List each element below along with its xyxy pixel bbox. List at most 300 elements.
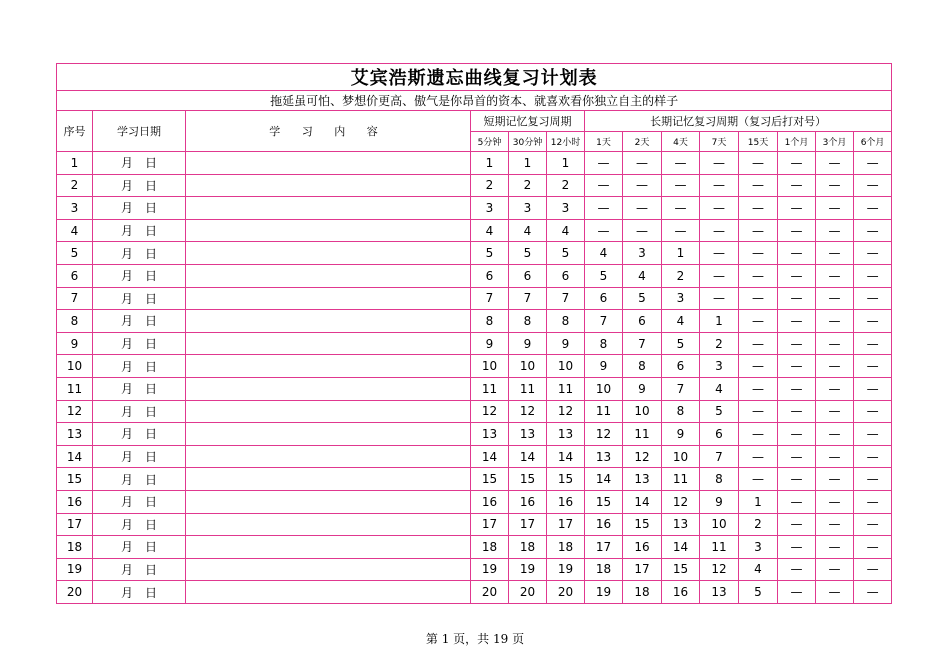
row-number: 8	[57, 310, 93, 333]
long-review-cell[interactable]: 6	[623, 310, 662, 333]
long-review-cell[interactable]: —	[778, 197, 816, 220]
long-review-cell[interactable]: —	[816, 423, 854, 446]
short-review-cell[interactable]: 17	[547, 513, 585, 536]
short-review-cell[interactable]: 13	[471, 423, 509, 446]
long-review-cell[interactable]: 15	[623, 513, 662, 536]
short-review-cell[interactable]: 9	[471, 332, 509, 355]
content-cell[interactable]	[186, 423, 471, 446]
long-review-cell[interactable]: —	[700, 219, 739, 242]
date-cell[interactable]	[93, 332, 186, 355]
long-review-cell[interactable]: —	[778, 490, 816, 513]
long-review-cell[interactable]: —	[816, 152, 854, 175]
header-long-col: 6个月	[854, 132, 892, 152]
long-review-cell[interactable]: —	[778, 242, 816, 265]
long-review-cell[interactable]: —	[778, 174, 816, 197]
long-review-cell[interactable]: 15	[662, 558, 700, 581]
long-review-cell[interactable]: —	[778, 219, 816, 242]
long-review-cell[interactable]: —	[816, 197, 854, 220]
long-review-cell[interactable]: 4	[585, 242, 623, 265]
long-review-cell[interactable]: —	[854, 355, 892, 378]
long-review-cell[interactable]: —	[816, 558, 854, 581]
long-review-cell[interactable]: —	[778, 264, 816, 287]
long-review-cell[interactable]: 10	[700, 513, 739, 536]
content-cell[interactable]	[186, 152, 471, 175]
month-label: 月	[120, 495, 133, 510]
short-review-cell[interactable]: 20	[509, 581, 547, 604]
long-review-cell[interactable]: —	[816, 490, 854, 513]
long-review-cell[interactable]: 12	[585, 423, 623, 446]
content-cell[interactable]	[186, 400, 471, 423]
short-review-cell[interactable]: 19	[471, 558, 509, 581]
month-label: 月	[120, 201, 133, 216]
short-review-cell[interactable]: 5	[509, 242, 547, 265]
long-review-cell[interactable]: —	[854, 423, 892, 446]
month-label: 月	[120, 314, 133, 329]
long-review-cell[interactable]: —	[739, 242, 778, 265]
header-long-term: 长期记忆复习周期（复习后打对号）	[585, 111, 892, 132]
short-review-cell[interactable]: 2	[509, 174, 547, 197]
long-review-cell[interactable]: —	[700, 242, 739, 265]
long-review-cell[interactable]: 15	[585, 490, 623, 513]
short-review-cell[interactable]: 7	[547, 287, 585, 310]
long-review-cell[interactable]: —	[623, 197, 662, 220]
long-review-cell[interactable]: —	[778, 423, 816, 446]
long-review-cell[interactable]: 7	[662, 377, 700, 400]
long-review-cell[interactable]: 10	[662, 445, 700, 468]
header-short-term: 短期记忆复习周期	[471, 111, 585, 132]
short-review-cell[interactable]: 1	[509, 152, 547, 175]
long-review-cell[interactable]: —	[816, 332, 854, 355]
content-cell[interactable]	[186, 310, 471, 333]
short-review-cell[interactable]: 19	[547, 558, 585, 581]
short-review-cell[interactable]: 8	[471, 310, 509, 333]
long-review-cell[interactable]: —	[816, 513, 854, 536]
long-review-cell[interactable]: 18	[623, 581, 662, 604]
long-review-cell[interactable]: —	[816, 377, 854, 400]
long-review-cell[interactable]: —	[854, 310, 892, 333]
short-review-cell[interactable]: 2	[547, 174, 585, 197]
short-review-cell[interactable]: 1	[547, 152, 585, 175]
content-cell[interactable]	[186, 536, 471, 559]
short-review-cell[interactable]: 20	[471, 581, 509, 604]
long-review-cell[interactable]: 3	[739, 536, 778, 559]
date-cell[interactable]	[93, 558, 186, 581]
date-cell[interactable]	[93, 377, 186, 400]
long-review-cell[interactable]: —	[854, 536, 892, 559]
short-review-cell[interactable]: 17	[509, 513, 547, 536]
long-review-cell[interactable]: —	[700, 264, 739, 287]
long-review-cell[interactable]: 4	[700, 377, 739, 400]
long-review-cell[interactable]: —	[778, 332, 816, 355]
month-label: 月	[120, 404, 133, 419]
table-row	[57, 445, 892, 468]
short-review-cell[interactable]: 6	[547, 264, 585, 287]
date-cell[interactable]	[93, 264, 186, 287]
long-review-cell[interactable]: 6	[662, 355, 700, 378]
long-review-cell[interactable]: —	[662, 219, 700, 242]
long-review-cell[interactable]: —	[739, 423, 778, 446]
short-review-cell[interactable]: 15	[471, 468, 509, 491]
short-review-cell[interactable]: 5	[471, 242, 509, 265]
short-review-cell[interactable]: 13	[509, 423, 547, 446]
day-label: 日	[145, 404, 158, 419]
page-footer: 第 1 页，共 19 页	[425, 632, 525, 646]
short-review-cell[interactable]: 10	[547, 355, 585, 378]
long-review-cell[interactable]: 12	[623, 445, 662, 468]
long-review-cell[interactable]: —	[816, 355, 854, 378]
header-long-col: 2天	[623, 132, 662, 152]
long-review-cell[interactable]: —	[778, 152, 816, 175]
long-review-cell[interactable]: 9	[585, 355, 623, 378]
long-review-cell[interactable]: —	[816, 174, 854, 197]
long-review-cell[interactable]: 9	[623, 377, 662, 400]
long-review-cell[interactable]: —	[623, 219, 662, 242]
long-review-cell[interactable]: —	[854, 513, 892, 536]
long-review-cell[interactable]: —	[585, 152, 623, 175]
long-review-cell[interactable]: —	[816, 310, 854, 333]
short-review-cell[interactable]: 9	[547, 332, 585, 355]
date-cell[interactable]	[93, 513, 186, 536]
long-review-cell[interactable]: —	[623, 152, 662, 175]
long-review-cell[interactable]: —	[854, 197, 892, 220]
date-cell[interactable]	[93, 219, 186, 242]
long-review-cell[interactable]: 8	[662, 400, 700, 423]
long-review-cell[interactable]: —	[778, 355, 816, 378]
short-review-cell[interactable]: 12	[471, 400, 509, 423]
long-review-cell[interactable]: 8	[585, 332, 623, 355]
row-number: 20	[57, 581, 93, 604]
long-review-cell[interactable]: —	[854, 558, 892, 581]
long-review-cell[interactable]: —	[854, 332, 892, 355]
long-review-cell[interactable]: 14	[585, 468, 623, 491]
short-review-cell[interactable]: 18	[509, 536, 547, 559]
short-review-cell[interactable]: 7	[471, 287, 509, 310]
content-cell[interactable]	[186, 197, 471, 220]
long-review-cell[interactable]: —	[778, 468, 816, 491]
short-review-cell[interactable]: 3	[471, 197, 509, 220]
short-review-cell[interactable]: 17	[471, 513, 509, 536]
short-review-cell[interactable]: 15	[547, 468, 585, 491]
table-row	[57, 468, 892, 491]
long-review-cell[interactable]: 14	[623, 490, 662, 513]
month-label: 月	[120, 337, 133, 352]
long-review-cell[interactable]: 18	[585, 558, 623, 581]
long-review-cell[interactable]: —	[739, 377, 778, 400]
long-review-cell[interactable]: —	[662, 174, 700, 197]
long-review-cell[interactable]: —	[739, 310, 778, 333]
long-review-cell[interactable]: —	[700, 197, 739, 220]
long-review-cell[interactable]: 10	[585, 377, 623, 400]
short-review-cell[interactable]: 18	[547, 536, 585, 559]
long-review-cell[interactable]: 1	[662, 242, 700, 265]
long-review-cell[interactable]: 5	[585, 264, 623, 287]
long-review-cell[interactable]: —	[816, 400, 854, 423]
long-review-cell[interactable]: —	[662, 152, 700, 175]
long-review-cell[interactable]: —	[700, 287, 739, 310]
date-cell[interactable]	[93, 490, 186, 513]
long-review-cell[interactable]: 4	[623, 264, 662, 287]
month-label: 月	[120, 517, 133, 532]
content-cell[interactable]	[186, 558, 471, 581]
long-review-cell[interactable]: —	[739, 287, 778, 310]
long-review-cell[interactable]: 4	[739, 558, 778, 581]
date-cell[interactable]	[93, 310, 186, 333]
long-review-cell[interactable]: —	[739, 332, 778, 355]
long-review-cell[interactable]: —	[854, 377, 892, 400]
table-row	[57, 287, 892, 310]
short-review-cell[interactable]: 16	[509, 490, 547, 513]
long-review-cell[interactable]: 2	[739, 513, 778, 536]
long-review-cell[interactable]: —	[816, 287, 854, 310]
header-date: 学习日期	[93, 111, 186, 152]
short-review-cell[interactable]: 16	[547, 490, 585, 513]
content-cell[interactable]	[186, 174, 471, 197]
short-review-cell[interactable]: 8	[509, 310, 547, 333]
short-review-cell[interactable]: 6	[471, 264, 509, 287]
content-cell[interactable]	[186, 355, 471, 378]
date-cell[interactable]	[93, 287, 186, 310]
long-review-cell[interactable]: —	[854, 264, 892, 287]
date-cell[interactable]	[93, 423, 186, 446]
long-review-cell[interactable]: 5	[623, 287, 662, 310]
date-cell[interactable]	[93, 445, 186, 468]
long-review-cell[interactable]: 3	[662, 287, 700, 310]
long-review-cell[interactable]: —	[662, 197, 700, 220]
long-review-cell[interactable]: —	[778, 400, 816, 423]
long-review-cell[interactable]: —	[778, 536, 816, 559]
long-review-cell[interactable]: —	[739, 219, 778, 242]
content-cell[interactable]	[186, 445, 471, 468]
date-cell[interactable]	[93, 242, 186, 265]
long-review-cell[interactable]: 13	[662, 513, 700, 536]
short-review-cell[interactable]: 13	[547, 423, 585, 446]
short-review-cell[interactable]: 7	[509, 287, 547, 310]
review-plan-table	[56, 63, 892, 604]
long-review-cell[interactable]: —	[700, 152, 739, 175]
long-review-cell[interactable]: 16	[662, 581, 700, 604]
long-review-cell[interactable]: —	[700, 174, 739, 197]
short-review-cell[interactable]: 12	[547, 400, 585, 423]
day-label: 日	[145, 246, 158, 261]
content-cell[interactable]	[186, 377, 471, 400]
short-review-cell[interactable]: 4	[471, 219, 509, 242]
header-short-col: 5分钟	[471, 132, 509, 152]
date-cell[interactable]	[93, 197, 186, 220]
long-review-cell[interactable]: 11	[585, 400, 623, 423]
content-cell[interactable]	[186, 242, 471, 265]
content-cell[interactable]	[186, 264, 471, 287]
short-review-cell[interactable]: 3	[509, 197, 547, 220]
long-review-cell[interactable]: —	[854, 581, 892, 604]
long-review-cell[interactable]: 5	[700, 400, 739, 423]
long-review-cell[interactable]: —	[739, 152, 778, 175]
long-review-cell[interactable]: 12	[700, 558, 739, 581]
long-review-cell[interactable]: 1	[700, 310, 739, 333]
long-review-cell[interactable]: —	[623, 174, 662, 197]
content-cell[interactable]	[186, 219, 471, 242]
row-number: 16	[57, 490, 93, 513]
long-review-cell[interactable]: —	[854, 219, 892, 242]
long-review-cell[interactable]: 5	[739, 581, 778, 604]
long-review-cell[interactable]: —	[854, 400, 892, 423]
long-review-cell[interactable]: 11	[700, 536, 739, 559]
long-review-cell[interactable]: —	[739, 174, 778, 197]
short-review-cell[interactable]: 10	[509, 355, 547, 378]
short-review-cell[interactable]: 15	[509, 468, 547, 491]
long-review-cell[interactable]: —	[854, 468, 892, 491]
long-review-cell[interactable]: 5	[662, 332, 700, 355]
row-number: 1	[57, 152, 93, 175]
row-number: 7	[57, 287, 93, 310]
long-review-cell[interactable]: —	[739, 445, 778, 468]
long-review-cell[interactable]: 16	[623, 536, 662, 559]
long-review-cell[interactable]: —	[778, 558, 816, 581]
short-review-cell[interactable]: 12	[509, 400, 547, 423]
content-cell[interactable]	[186, 332, 471, 355]
header-long-col: 3个月	[816, 132, 854, 152]
date-cell[interactable]	[93, 581, 186, 604]
long-review-cell[interactable]: —	[854, 174, 892, 197]
short-review-cell[interactable]: 11	[547, 377, 585, 400]
long-review-cell[interactable]: —	[854, 242, 892, 265]
short-review-cell[interactable]: 19	[509, 558, 547, 581]
short-review-cell[interactable]: 4	[547, 219, 585, 242]
long-review-cell[interactable]: 2	[662, 264, 700, 287]
long-review-cell[interactable]: —	[585, 174, 623, 197]
row-number: 2	[57, 174, 93, 197]
long-review-cell[interactable]: 3	[700, 355, 739, 378]
date-cell[interactable]	[93, 152, 186, 175]
long-review-cell[interactable]: 13	[623, 468, 662, 491]
short-review-cell[interactable]: 16	[471, 490, 509, 513]
long-review-cell[interactable]: 13	[700, 581, 739, 604]
long-review-cell[interactable]: 13	[585, 445, 623, 468]
short-review-cell[interactable]: 5	[547, 242, 585, 265]
day-label: 日	[145, 495, 158, 510]
long-review-cell[interactable]: —	[585, 197, 623, 220]
short-review-cell[interactable]: 3	[547, 197, 585, 220]
short-review-cell[interactable]: 11	[471, 377, 509, 400]
long-review-cell[interactable]: 14	[662, 536, 700, 559]
table-row	[57, 423, 892, 446]
content-cell[interactable]	[186, 490, 471, 513]
month-label: 月	[120, 359, 133, 374]
day-label: 日	[145, 156, 158, 171]
long-review-cell[interactable]: 19	[585, 581, 623, 604]
short-review-cell[interactable]: 14	[471, 445, 509, 468]
long-review-cell[interactable]: —	[778, 581, 816, 604]
long-review-cell[interactable]: 16	[585, 513, 623, 536]
long-review-cell[interactable]: 6	[700, 423, 739, 446]
short-review-cell[interactable]: 9	[509, 332, 547, 355]
long-review-cell[interactable]: 8	[623, 355, 662, 378]
short-review-cell[interactable]: 20	[547, 581, 585, 604]
long-review-cell[interactable]: 11	[662, 468, 700, 491]
long-review-cell[interactable]: —	[854, 445, 892, 468]
short-review-cell[interactable]: 4	[509, 219, 547, 242]
long-review-cell[interactable]: 9	[662, 423, 700, 446]
long-review-cell[interactable]: —	[816, 468, 854, 491]
long-review-cell[interactable]: —	[816, 536, 854, 559]
short-review-cell[interactable]: 11	[509, 377, 547, 400]
long-review-cell[interactable]: —	[816, 242, 854, 265]
long-review-cell[interactable]: —	[854, 490, 892, 513]
long-review-cell[interactable]: 8	[700, 468, 739, 491]
long-review-cell[interactable]: 17	[585, 536, 623, 559]
long-review-cell[interactable]: —	[778, 310, 816, 333]
date-cell[interactable]	[93, 468, 186, 491]
date-cell[interactable]	[93, 536, 186, 559]
content-cell[interactable]	[186, 513, 471, 536]
long-review-cell[interactable]: 10	[623, 400, 662, 423]
long-review-cell[interactable]: —	[816, 581, 854, 604]
table-row	[57, 197, 892, 220]
short-review-cell[interactable]: 8	[547, 310, 585, 333]
header-short-col: 30分钟	[509, 132, 547, 152]
long-review-cell[interactable]: —	[816, 264, 854, 287]
long-review-cell[interactable]: —	[739, 264, 778, 287]
short-review-cell[interactable]: 10	[471, 355, 509, 378]
long-review-cell[interactable]: —	[778, 287, 816, 310]
long-review-cell[interactable]: —	[778, 445, 816, 468]
date-cell[interactable]	[93, 174, 186, 197]
long-review-cell[interactable]: 7	[585, 310, 623, 333]
long-review-cell[interactable]: 3	[623, 242, 662, 265]
day-label: 日	[145, 291, 158, 306]
long-review-cell[interactable]: 7	[700, 445, 739, 468]
row-number: 11	[57, 377, 93, 400]
short-review-cell[interactable]: 14	[509, 445, 547, 468]
date-cell[interactable]	[93, 400, 186, 423]
long-review-cell[interactable]: 1	[739, 490, 778, 513]
long-review-cell[interactable]: —	[778, 377, 816, 400]
date-cell[interactable]	[93, 355, 186, 378]
long-review-cell[interactable]: —	[739, 355, 778, 378]
short-review-cell[interactable]: 14	[547, 445, 585, 468]
table-row	[57, 355, 892, 378]
long-review-cell[interactable]: 7	[623, 332, 662, 355]
row-number: 13	[57, 423, 93, 446]
short-review-cell[interactable]: 1	[471, 152, 509, 175]
long-review-cell[interactable]: —	[816, 445, 854, 468]
long-review-cell[interactable]: 17	[623, 558, 662, 581]
long-review-cell[interactable]: —	[778, 513, 816, 536]
content-cell[interactable]	[186, 581, 471, 604]
long-review-cell[interactable]: —	[739, 468, 778, 491]
long-review-cell[interactable]: 6	[585, 287, 623, 310]
long-review-cell[interactable]: —	[854, 152, 892, 175]
long-review-cell[interactable]: 11	[623, 423, 662, 446]
long-review-cell[interactable]: 12	[662, 490, 700, 513]
long-review-cell[interactable]: —	[739, 197, 778, 220]
day-label: 日	[145, 337, 158, 352]
long-review-cell[interactable]: 4	[662, 310, 700, 333]
short-review-cell[interactable]: 2	[471, 174, 509, 197]
long-review-cell[interactable]: —	[739, 400, 778, 423]
long-review-cell[interactable]: —	[854, 287, 892, 310]
table-row	[57, 242, 892, 265]
month-label: 月	[120, 224, 133, 239]
content-cell[interactable]	[186, 468, 471, 491]
content-cell[interactable]	[186, 287, 471, 310]
long-review-cell[interactable]: 9	[700, 490, 739, 513]
short-review-cell[interactable]: 6	[509, 264, 547, 287]
long-review-cell[interactable]: 2	[700, 332, 739, 355]
long-review-cell[interactable]: —	[816, 219, 854, 242]
long-review-cell[interactable]: —	[585, 219, 623, 242]
row-number: 10	[57, 355, 93, 378]
short-review-cell[interactable]: 18	[471, 536, 509, 559]
